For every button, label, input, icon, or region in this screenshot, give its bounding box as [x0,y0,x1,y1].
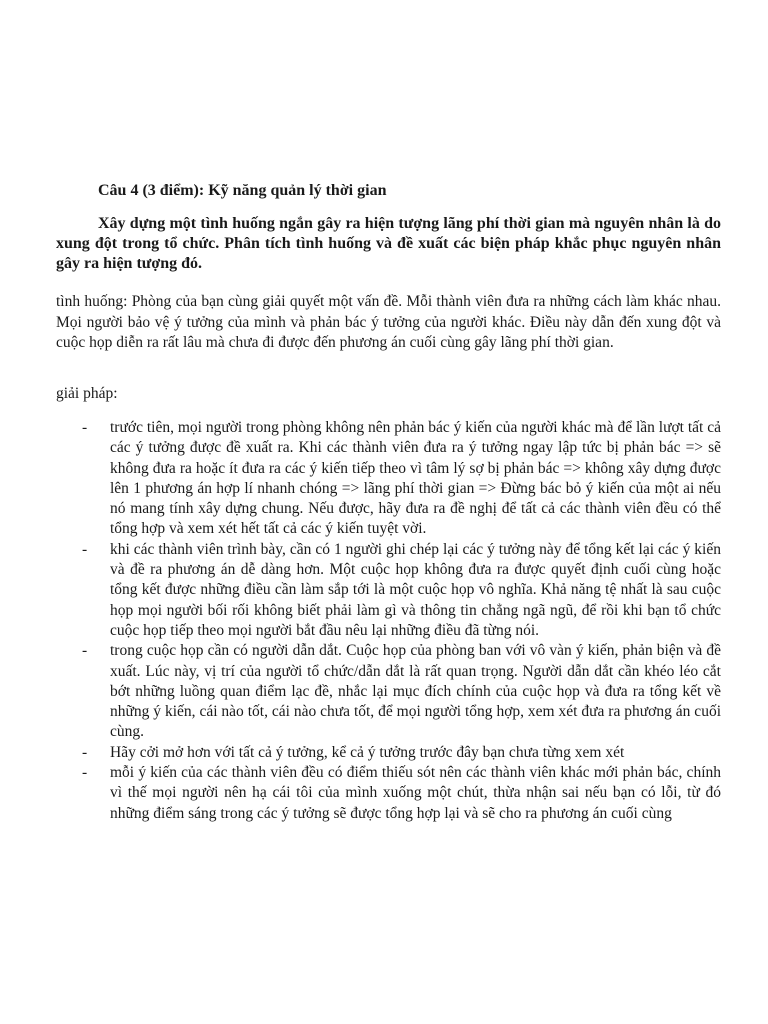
bullet-dash: - [82,540,88,558]
bullet-dash: - [82,764,88,782]
question-heading: Câu 4 (3 điểm): Kỹ năng quản lý thời gian [98,182,387,199]
bullet-dash: - [82,743,88,761]
solution-text: mỗi ý kiến của các thành viên đều có điểm thiếu sót nên các thành viên khác mới phản bác, chính vì thế mọi người nên hạ cái tôi của mình xuống một chút, thừa nhận sai nếu bạn có lỗi, từ đó những điểm sáng trong các ý tưởng sẽ được tổng hợp lại và sẽ cho ra phương án cuối cùng [110,764,721,822]
situation-paragraph: tình huống: Phòng của bạn cùng giải quyết một vấn đề. Mỗi thành viên đưa ra những cách làm khác nhau. Mọi người bảo vệ ý tưởng của mình và phản bác ý tưởng của người khác. Điều này dẫn đến xung đột và cuộc họp diễn ra rất lâu mà chưa đi được đến phương án cuối cùng gây lãng phí thời gian. [56,293,721,351]
bullet-dash: - [82,642,88,660]
list-item [56,763,721,824]
solution-text: khi các thành viên trình bày, cần có 1 người ghi chép lại các ý tưởng này để tổng kết lại các ý kiến và đề ra phương án dễ dàng hơn. Một cuộc họp không đưa ra được quyết định cuối cùng hoặc tổng kết được những điều cần làm sắp tới là một cuộc họp vô nghĩa. Khả năng tệ nhất là sau cuộc họp mọi người bối rối không biết phải làm gì và thông tin chẳng ngã ngũ, để rồi khi bạn tổ chức cuộc họp tiếp theo mọi người bắt đầu nêu lại những điều đã từng nói. [110,540,721,639]
solution-text: Hãy cởi mở hơn với tất cả ý tưởng, kể cả ý tưởng trước đây bạn chưa từng xem xét [110,743,625,761]
solution-text: trong cuộc họp cần có người dẫn dắt. Cuộc họp của phòng ban với vô vàn ý kiến, phản biện và đề xuất. Lúc này, vị trí của người tổ chức/dẫn dắt là rất quan trọng. Người dẫn dắt cần khéo léo cắt bớt những luồng quan điểm lạc đề, nhắc lại mục đích chính của cuộc họp và đưa ra tổng kết về những ý kiến, cái nào tốt, cái nào chưa tốt, để mọi người tổng hợp, xem xét đưa ra phương án cuối cùng. [110,642,721,741]
question-prompt: Xây dựng một tình huống ngắn gây ra hiện tượng lãng phí thời gian mà nguyên nhân là do xung đột trong tổ chức. Phân tích tình huống và đề xuất các biện pháp khắc phục nguyên nhân gây ra hiện tượng đó. [56,215,721,272]
list-item [56,418,721,540]
bullet-dash: - [82,419,88,436]
solution-label: giải pháp: [56,385,118,402]
solution-text: trước tiên, mọi người trong phòng không nên phản bác ý kiến của người khác mà để lần lượt tất cả các ý tưởng được đề xuất ra. Khi các thành viên đưa ra ý tưởng ngay lập tức bị phản bác => sẽ không đưa ra hoặc ít đưa ra các ý kiến tiếp theo vì tâm lý sợ bị phản bác => không xây dựng được lên 1 phương án hợp lí nhanh chóng => lãng phí thời gian => Đừng bác bỏ ý kiến của một ai nếu nó mang tính xây dựng chung. Nếu được, hãy đưa ra đề nghị để tất cả các thành viên đều có thể tổng hợp và xem xét hết tất cả các ý kiến tuyệt vời. [110,419,721,538]
list-item [56,743,721,763]
list-item [56,641,721,742]
solution-list [56,418,721,824]
list-item [56,540,721,641]
